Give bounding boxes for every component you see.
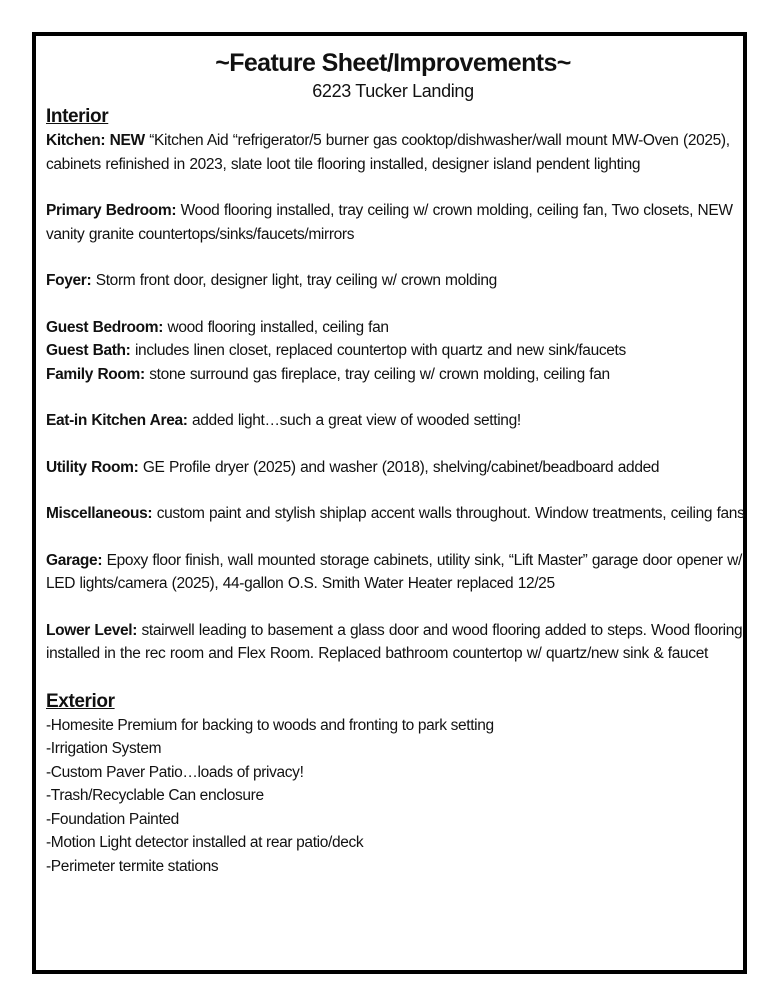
primary-bedroom-label: Primary Bedroom: (46, 202, 177, 219)
lower-level-text: stairwell leading to basement a glass door and wood flooring added to steps. Wood flooring installed in the rec room and Flex Room. Replaced bathroom countertop w/ quartz/new sink & faucet (46, 621, 743, 662)
family-room-label: Family Room: (46, 365, 145, 383)
foyer-paragraph (46, 269, 746, 293)
family-room-text: stone surround gas fireplace, tray ceiling w/ crown molding, ceiling fan (144, 365, 610, 383)
kitchen-paragraph (46, 129, 746, 176)
eat-in-kitchen-text: added light…such a great view of wooded setting! (187, 412, 521, 429)
eat-in-kitchen-paragraph (46, 409, 746, 433)
list-item: -Trash/Recyclable Can enclosure (46, 787, 264, 804)
utility-room-label: Utility Room: (46, 458, 139, 476)
garage-label: Garage: (46, 551, 103, 569)
miscellaneous-label: Miscellaneous: (46, 505, 153, 522)
lower-level-label: Lower Level: (46, 621, 138, 639)
foyer-label: Foyer: (46, 272, 92, 289)
list-item: -Perimeter termite stations (46, 857, 219, 875)
garage-text: Epoxy floor finish, wall mounted storage cabinets, utility sink, “Lift Master” garage door opener w/ LED lights/camera (2025), 44-gallon O.S. Smith Water Heater replaced 12/25 (46, 551, 742, 592)
kitchen-text: “Kitchen Aid “refrigerator/5 burner gas cooktop/dishwasher/wall mount MW-Oven (2025), cabinets refinished in 2023, slate loot tile flooring installed, designer island pendent lighting (46, 132, 730, 173)
foyer-text: Storm front door, designer light, tray ceiling w/ crown molding (91, 272, 497, 289)
guest-bath-label: Guest Bath: (46, 342, 131, 359)
page-title: ~Feature Sheet/Improvements~ (215, 49, 571, 77)
list-item: -Motion Light detector installed at rear patio/deck (46, 834, 364, 851)
list-item: -Homesite Premium for backing to woods and fronting to park setting (46, 716, 494, 734)
list-item: -Custom Paver Patio…loads of privacy! (46, 763, 304, 781)
guest-bedroom-text: wood flooring installed, ceiling fan (163, 318, 389, 336)
guest-bath-paragraph (46, 339, 746, 363)
miscellaneous-text: custom paint and stylish shiplap accent walls throughout. Window treatments, ceiling fans (152, 505, 745, 522)
feature-sheet (46, 48, 746, 878)
eat-in-kitchen-label: Eat-in Kitchen Area: (46, 412, 188, 429)
kitchen-label: Kitchen: NEW (46, 132, 145, 149)
guest-bedroom-label: Guest Bedroom: (46, 318, 164, 336)
guest-bedroom-paragraph (46, 316, 746, 340)
primary-bedroom-text: Wood flooring installed, tray ceiling w/ crown molding, ceiling fan, Two closets, NEW vanity granite countertops/sinks/faucets/mirrors (46, 202, 733, 243)
exterior-list (46, 714, 746, 879)
lower-level-paragraph (46, 619, 746, 666)
miscellaneous-paragraph (46, 502, 746, 526)
utility-room-paragraph (46, 456, 746, 480)
family-room-paragraph (46, 363, 746, 387)
interior-heading: Interior (46, 106, 109, 127)
garage-paragraph (46, 549, 746, 596)
list-item: -Foundation Painted (46, 810, 179, 828)
list-item: -Irrigation System (46, 740, 162, 757)
utility-room-text: GE Profile dryer (2025) and washer (2018), shelving/cabinet/beadboard added (138, 458, 660, 476)
guest-bath-text: includes linen closet, replaced countertop with quartz and new sink/faucets (130, 342, 626, 359)
primary-bedroom-paragraph (46, 199, 746, 246)
exterior-heading: Exterior (46, 690, 115, 712)
property-address: 6223 Tucker Landing (312, 81, 474, 101)
